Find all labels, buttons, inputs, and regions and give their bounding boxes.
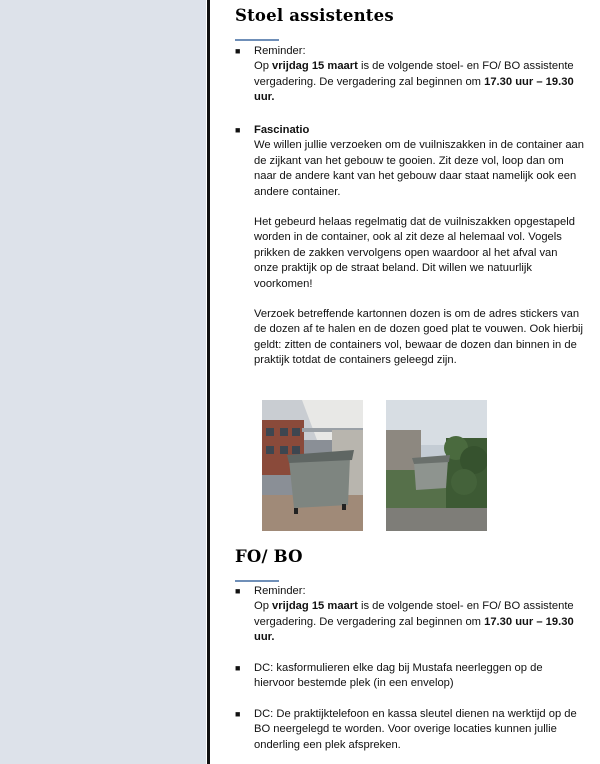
meeting-time: 17.30 uur – 19.30 uur. [254, 615, 574, 644]
section-heading-fo-bo: FO/ BO [235, 547, 303, 566]
heading-underline [235, 39, 279, 41]
bullet-icon: ■ [235, 586, 241, 596]
bullet-icon: ■ [235, 709, 241, 719]
paragraph-kartonnen-dozen: Verzoek betreffende kartonnen dozen is om de adres stickers van de dozen af te halen en de dozen goed plat te vouwen. Ook hierbij geldt: zitten de containers vol, bewaar de dozen dan binnen in de praktijk totdat de containers geleegd zijn. [254, 308, 584, 367]
container-photo-2 [386, 400, 487, 531]
bullet-icon: ■ [235, 46, 241, 56]
section-heading-stoel-assistentes: Stoel assistentes [235, 6, 394, 25]
bullet-icon: ■ [235, 125, 241, 135]
bullet-icon: ■ [235, 663, 241, 673]
container-photo-1 [262, 400, 363, 531]
item-title-fascinatio: Fascinatio [254, 124, 310, 136]
meeting-time: 17.30 uur – 19.30 uur. [254, 75, 574, 104]
paragraph-vogels: Het gebeurd helaas regelmatig dat de vuilniszakken opgestapeld worden in de container, ook al zit deze al helemaal vol. Vogels prikken de zakken vervolgens open waardoor al het afval van onze praktijk op de straat beland. Dit willen we natuurlijk voorkomen! [254, 216, 575, 290]
left-sidebar-panel [0, 0, 206, 764]
reminder-title: Reminder: [254, 585, 306, 597]
paragraph-vuilniszakken: We willen jullie verzoeken om de vuilniszakken in de container aan de zijkant van het gebouw te gooien. Zit deze vol, loop dan om naar de andere kant van het gebouw daar staat namelijk ook een andere container. [254, 139, 585, 198]
meeting-date: vrijdag 15 maart [272, 60, 358, 73]
reminder-text: Reminder: Op vrijdag 15 maart is de volgende stoel- en FO/ BO assistente vergadering. De vergadering zal beginnen om 17.30 uur – 19.30 uur. [254, 45, 574, 104]
heading-underline [235, 580, 279, 582]
item-text: DC: De praktijktelefoon en kassa sleutel dienen na werktijd op de BO neergelegd te worden. Voor overige locaties kunnen jullie onderling een plek afspreken. [254, 708, 577, 751]
item-text: DC: kasformulieren elke dag bij Mustafa neerleggen op de hiervoor bestemde plek (in een envelop) [254, 662, 543, 690]
meeting-date: vrijdag 15 maart [272, 600, 358, 613]
reminder-title: Reminder: [254, 45, 306, 57]
reminder-text: Reminder: Op vrijdag 15 maart is de volgende stoel- en FO/ BO assistente vergadering. De vergadering zal beginnen om 17.30 uur – 19.30 uur. [254, 585, 574, 644]
newsletter-content [210, 0, 600, 764]
